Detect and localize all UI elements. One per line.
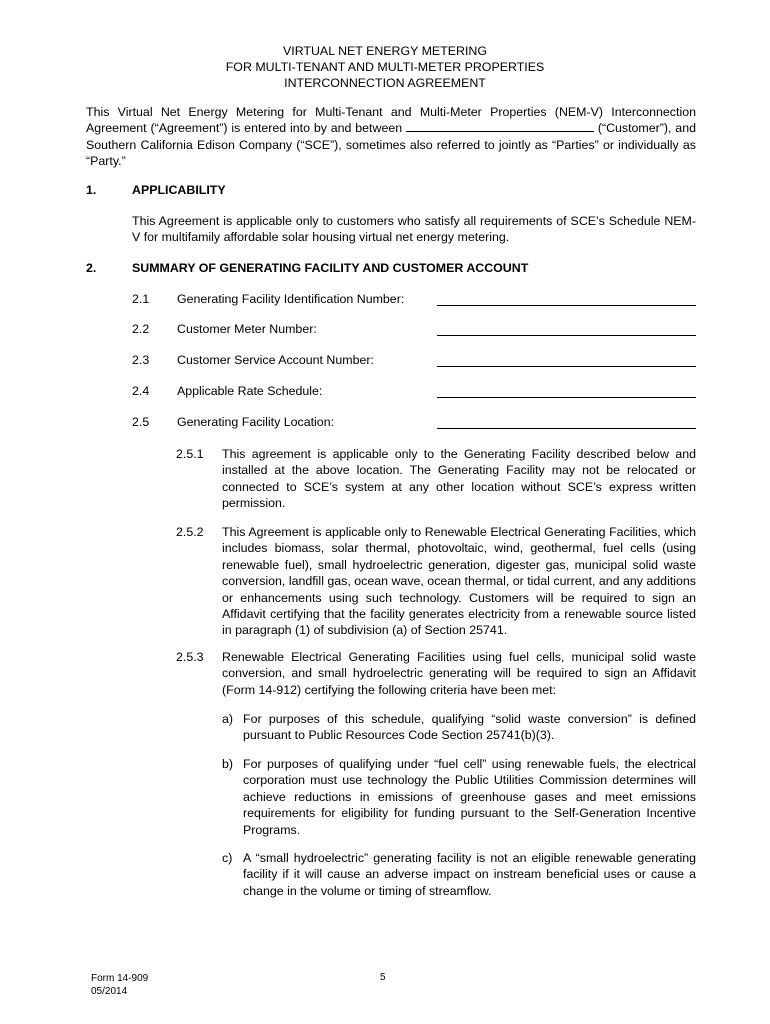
form-date: 05/2014 [91, 986, 128, 997]
subsection-text: This agreement is applicable only to the Generating Facility described below and installed at the above location. The Generating Facility may not be relocated or connected to SCE’s system at any other location without SCE’s express written permission. [222, 447, 696, 511]
criteria-item-a [222, 711, 696, 744]
criteria-text: A “small hydroelectric” generating facility is not an eligible renewable generating facility if it will cause an adverse impact on instream beneficial uses or cause a change in the volume or timing of streamflow. [243, 851, 696, 898]
section-2-title: SUMMARY OF GENERATING FACILITY AND CUSTOMER ACCOUNT [132, 261, 529, 275]
subsection-text: This Agreement is applicable only to Renewable Electrical Generating Facilities, which includes biomass, solar thermal, photovoltaic, wind, geothermal, fuel cells (using renewable fuel), small hydroelectric generation, digester gas, municipal solid waste conversion, landfill gas, ocean wave, ocean thermal, or tidal current, and any additions or enhancements using such technology. Customers will be required to sign an Affidavit certifying that the facility generates electricity from a renewable source listed in paragraph (1) of subdivision (a) of Section 25741. [222, 525, 696, 638]
subsection-2-5-1 [176, 446, 696, 512]
title-line-2: FOR MULTI-TENANT AND MULTI-METER PROPERTIES [225, 60, 545, 74]
facility-id-input-line[interactable] [437, 305, 696, 306]
title-line-3: INTERCONNECTION AGREEMENT [284, 76, 486, 90]
section-2-number: 2. [86, 261, 97, 275]
field-label: Applicable Rate Schedule: [177, 384, 323, 398]
field-label: Customer Service Account Number: [177, 353, 374, 367]
subsection-2-5-2 [176, 524, 696, 639]
service-account-input-line[interactable] [437, 366, 696, 367]
form-number: Form 14-909 [91, 973, 149, 984]
field-meter-number [132, 322, 696, 340]
subsection-number: 2.5.2 [176, 525, 204, 539]
section-1-heading [86, 183, 226, 197]
section-2-heading [86, 261, 528, 275]
title-line-1: VIRTUAL NET ENERGY METERING [282, 44, 488, 58]
criteria-letter: a) [222, 712, 234, 726]
field-facility-location [132, 415, 696, 433]
criteria-item-c [222, 850, 696, 899]
customer-name-blank[interactable] [406, 120, 594, 132]
field-service-account [132, 353, 696, 371]
subsection-number: 2.5.1 [176, 447, 204, 461]
rate-schedule-input-line[interactable] [437, 397, 696, 398]
meter-number-input-line[interactable] [437, 335, 696, 336]
facility-location-input-line[interactable] [437, 428, 696, 429]
field-number: 2.2 [132, 322, 150, 336]
section-1-title: APPLICABILITY [132, 183, 226, 197]
field-number: 2.4 [132, 384, 150, 398]
intro-paragraph [86, 104, 696, 170]
criteria-text: For purposes of qualifying under “fuel cell” using renewable fuels, the electrical corporation must use technology the Public Utilities Commission determines will achieve reductions in emissions of greenhouse gases and meet emissions requirements for eligibility for funding pursuant to the Self-Generation Incentive Programs. [243, 757, 696, 837]
field-number: 2.1 [132, 292, 150, 306]
page-number: 5 [380, 972, 386, 983]
criteria-item-b [222, 756, 696, 838]
subsection-2-5-3 [176, 649, 696, 698]
criteria-text: For purposes of this schedule, qualifying “solid waste conversion” is defined pursuant to Public Resources Code Section 25741(b)(3). [243, 712, 696, 743]
criteria-letter: c) [222, 851, 233, 865]
intro-text-end: (“Customer”), and Southern California Edison Company (“SCE”), sometimes also referred to jointly as “Parties” or individually as “Party.” [86, 121, 696, 169]
field-number: 2.5 [132, 415, 150, 429]
field-label: Generating Facility Location: [177, 415, 335, 429]
field-label: Customer Meter Number: [177, 322, 317, 336]
form-footer [91, 972, 148, 998]
intro-text-start: This Virtual Net Energy Metering for Multi-Tenant and Multi-Meter Properties (NEM-V) Interconnection Agreement (“Agreement”) is entered into by and between [86, 105, 696, 136]
subsection-text: Renewable Electrical Generating Facilities using fuel cells, municipal solid waste conversion, and small hydroelectric generating will be required to sign an Affidavit (Form 14-912) certifying the following criteria have been met: [222, 650, 696, 697]
field-rate-schedule [132, 384, 696, 402]
document-title [0, 43, 770, 91]
subsection-number: 2.5.3 [176, 650, 204, 664]
section-1-number: 1. [86, 183, 97, 197]
field-label: Generating Facility Identification Number: [177, 292, 405, 306]
section-1-text: This Agreement is applicable only to customers who satisfy all requirements of SCE’s Schedule NEM-V for multifamily affordable solar housing virtual net energy metering. [132, 214, 696, 245]
field-number: 2.3 [132, 353, 150, 367]
field-facility-id [132, 292, 696, 310]
criteria-letter: b) [222, 757, 234, 771]
